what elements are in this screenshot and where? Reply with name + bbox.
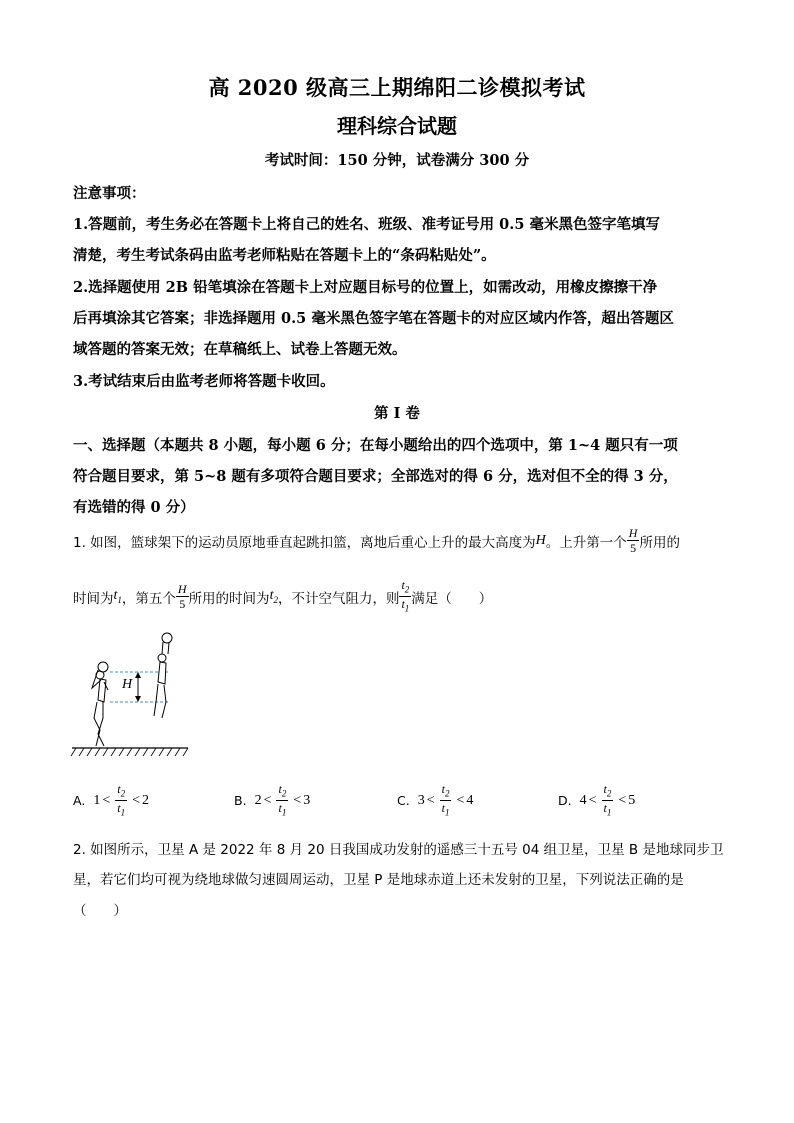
less-than-sign: < — [618, 792, 627, 808]
question-1-line-2 — [73, 578, 492, 616]
option-high-bound: 2 — [141, 792, 149, 808]
option-high-bound: 3 — [303, 792, 311, 808]
section-instruction: 有选错的得 0 分） — [73, 499, 195, 516]
fraction-numerator: $t_2$ — [276, 782, 288, 801]
option-letter: A. — [73, 793, 86, 809]
q1-text: ，不计空气阻力，则 — [277, 590, 400, 607]
option-low-bound: 1 — [93, 792, 101, 808]
fraction-denominator: $t_1$ — [603, 801, 612, 818]
fraction-t2-over-t1 — [399, 578, 411, 616]
fraction-denominator: $t_1$ — [278, 801, 287, 818]
paper-subtitle: 理科综合试题 — [337, 114, 457, 138]
option-letter: D. — [558, 793, 572, 809]
fraction-denominator: $t_1$ — [441, 801, 450, 818]
fraction-numerator: $t_2$ — [115, 782, 127, 801]
q1-text: ，第五个 — [121, 590, 176, 607]
q1-text: 。上升第一个 — [545, 534, 627, 551]
less-than-sign: < — [588, 792, 597, 808]
fraction-t2-over-t1 — [440, 782, 452, 820]
less-than-sign: < — [456, 792, 465, 808]
option-d[interactable] — [558, 782, 635, 820]
volume-heading: 第 I 卷 — [374, 405, 420, 422]
q1-text: 1. 如图，篮球架下的运动员原地垂直起跳扣篮，离地后重心上升的最大高度为 — [73, 534, 536, 551]
height-symbol: H — [535, 532, 546, 548]
notice-line: 清楚，考生考试条码由监考老师粘贴在答题卡上的“条码粘贴处”。 — [73, 247, 496, 264]
question-1-line-1 — [73, 526, 680, 555]
option-c[interactable] — [397, 782, 473, 820]
height-label: H — [122, 677, 133, 692]
basketball-jump-figure — [70, 630, 195, 764]
question-2-line: 2. 如图所示，卫星 A 是 2022 年 8 月 20 日我国成功发射的遥感三十五号 04 组卫星，卫星 B 是地球同步卫 — [73, 842, 724, 858]
fraction-numerator: $t_2$ — [440, 782, 452, 801]
less-than-sign: < — [132, 792, 140, 808]
q1-text: 时间为 — [73, 590, 114, 607]
option-letter: C. — [397, 793, 410, 809]
fraction-h-over-5 — [176, 582, 189, 611]
notice-heading: 注意事项： — [73, 185, 146, 202]
option-low-bound: 4 — [579, 792, 587, 808]
q1-text: 所用的 — [639, 534, 680, 551]
fraction-h-over-5 — [627, 526, 640, 555]
notice-line: 后再填涂其它答案；非选择题用 0.5 毫米黑色签字笔在答题卡的对应区域内作答，超出答题区 — [73, 310, 674, 327]
jump-illustration — [70, 630, 195, 760]
fraction-t2-over-t1 — [602, 782, 614, 820]
fraction-denominator: $t_1$ — [401, 597, 410, 614]
notice-line: 1.答题前，考生务必在答题卡上将自己的姓名、班级、准考证号用 0.5 毫米黑色签字笔填写 — [73, 216, 660, 233]
section-instruction: 符合题目要求，第 5~8 题有多项符合题目要求；全部选对的得 6 分，选对但不全的得 3 分， — [73, 468, 678, 485]
question-2-line: （ ） — [73, 903, 127, 919]
fraction-numerator: $t_2$ — [399, 578, 411, 597]
option-b[interactable] — [234, 782, 310, 820]
fraction-denominator: $t_1$ — [117, 801, 126, 818]
less-than-sign: < — [426, 792, 435, 808]
question-2-line: 星，若它们均可视为绕地球做匀速圆周运动，卫星 P 是地球赤道上还未发射的卫星，下列说法正确的是 — [73, 872, 684, 888]
option-high-bound: 4 — [466, 792, 474, 808]
q1-text: 所用的时间为 — [188, 590, 270, 607]
symbol-t1: $t_1$ — [113, 588, 122, 606]
fraction-numerator: H — [628, 526, 638, 540]
less-than-sign: < — [102, 792, 111, 808]
option-high-bound: 5 — [628, 792, 636, 808]
exam-info: 考试时间：150 分钟，试卷满分 300 分 — [264, 152, 530, 169]
fraction-denominator: 5 — [630, 541, 637, 555]
fraction-numerator: $t_2$ — [602, 782, 614, 801]
symbol-t2: $t_2$ — [269, 588, 278, 606]
notice-line: 域答题的答案无效；在草稿纸上、试卷上答题无效。 — [73, 341, 407, 358]
fraction-t2-over-t1 — [276, 782, 288, 820]
option-a[interactable] — [73, 782, 149, 820]
fraction-denominator: 5 — [179, 597, 186, 612]
option-low-bound: 3 — [417, 792, 425, 808]
section-instruction: 一、选择题（本题共 8 小题，每小题 6 分；在每小题给出的四个选项中，第 1~4 题只有一项 — [73, 437, 678, 454]
less-than-sign: < — [293, 792, 302, 808]
q1-text: 满足（ ） — [411, 590, 493, 607]
less-than-sign: < — [263, 792, 272, 808]
exam-title: 高 2020 级高三上期绵阳二诊模拟考试 — [208, 75, 586, 100]
option-letter: B. — [234, 793, 247, 809]
option-low-bound: 2 — [254, 792, 262, 808]
fraction-t2-over-t1 — [115, 782, 127, 820]
notice-line: 3.考试结束后由监考老师将答题卡收回。 — [73, 373, 335, 390]
fraction-numerator: H — [177, 582, 187, 597]
notice-line: 2.选择题使用 2B 铅笔填涂在答题卡上对应题目标号的位置上，如需改动，用橡皮擦擦干净 — [73, 279, 658, 296]
